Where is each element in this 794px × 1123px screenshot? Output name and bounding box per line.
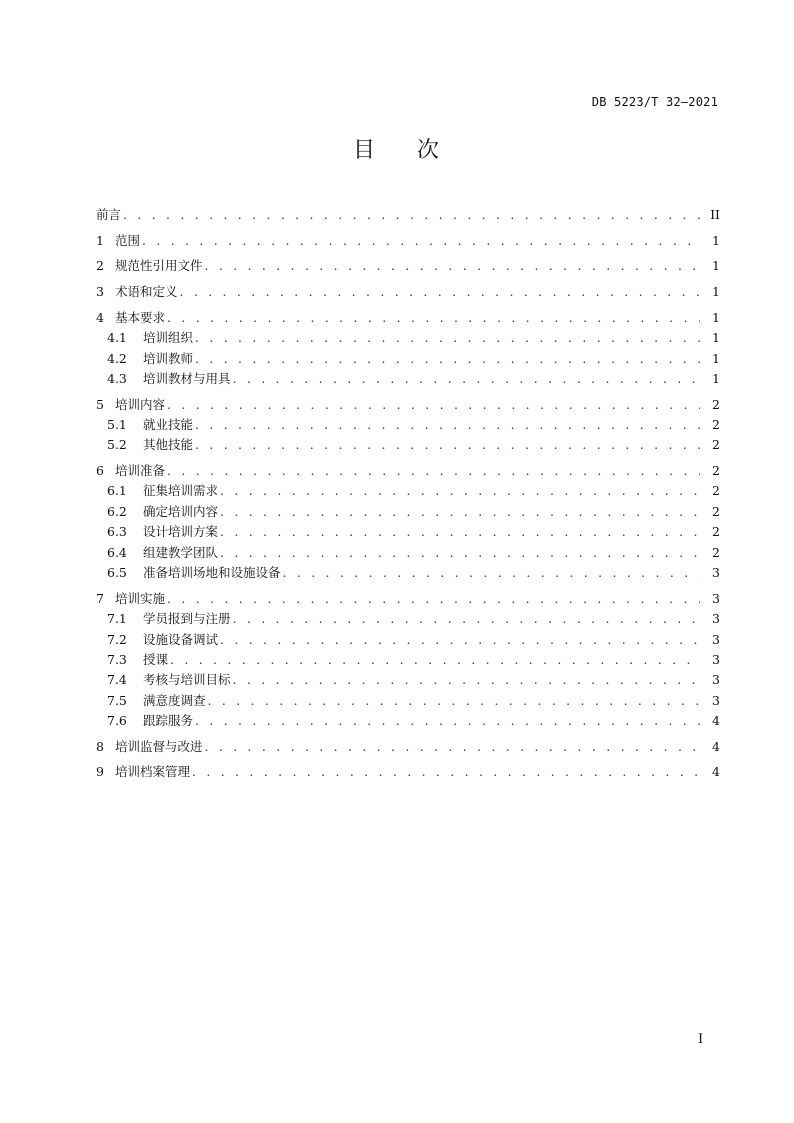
toc-entry-label: 满意度调查 [143, 692, 206, 708]
toc-entry-number: 6.4 [107, 544, 127, 560]
toc-entry[interactable] [96, 543, 720, 563]
toc-entry-page: 3 [712, 692, 720, 708]
dot-leader [233, 670, 700, 690]
toc-entry-number: 6.3 [107, 524, 127, 540]
toc-entry[interactable] [96, 691, 720, 711]
toc-entry-label: 规范性引用文件 [115, 258, 203, 274]
toc-entry-page: 1 [712, 350, 720, 366]
toc-entry[interactable] [96, 762, 720, 782]
toc-entry-label: 设施设备调试 [143, 631, 219, 647]
toc-entry-number: 8 [96, 738, 104, 754]
toc-entry-number: 6.1 [107, 483, 127, 499]
toc-entry-label: 准备培训场地和设施设备 [143, 565, 281, 581]
toc-entry-number: 1 [96, 232, 104, 248]
toc-entry-label: 术语和定义 [115, 284, 178, 300]
toc-entry-page: 4 [712, 713, 720, 729]
toc-entry-number: 7.1 [107, 611, 127, 627]
toc-entry-page: 2 [712, 503, 720, 519]
toc-entry[interactable] [96, 435, 720, 455]
toc-entry-page: 4 [712, 764, 720, 780]
toc-entry-number: 4.3 [107, 370, 127, 386]
toc-entry-page: 2 [712, 524, 720, 540]
dot-leader [205, 256, 700, 276]
dot-leader [123, 205, 700, 225]
toc-entry[interactable] [96, 737, 720, 757]
toc-entry-page: 2 [712, 396, 720, 412]
toc-entry-number: 5.1 [107, 417, 127, 432]
dot-leader [192, 762, 700, 782]
toc-entry-page: 3 [712, 631, 720, 647]
toc-entry[interactable] [96, 563, 720, 583]
toc-entry-page: 1 [712, 370, 720, 386]
toc-entry[interactable] [96, 589, 720, 609]
toc-entry-page: 4 [712, 738, 720, 754]
toc-entry[interactable] [96, 205, 720, 225]
toc-entry-number: 4.1 [107, 330, 127, 346]
dot-leader [167, 395, 700, 415]
dot-leader [233, 609, 700, 629]
dot-leader [233, 369, 700, 389]
toc-entry-page: 1 [712, 232, 720, 248]
toc-entry-label: 就业技能 [143, 417, 194, 432]
toc-entry-page: 3 [712, 672, 720, 688]
toc-entry-number: 5 [96, 396, 104, 412]
toc-entry-label: 培训内容 [115, 396, 166, 412]
toc-entry-page: 1 [712, 258, 720, 274]
toc-entry-page: 2 [712, 437, 720, 453]
toc-entry[interactable] [96, 670, 720, 690]
dot-leader [180, 282, 700, 302]
toc-entry-page: 1 [712, 284, 720, 300]
page-title [0, 133, 794, 164]
dot-leader [220, 502, 700, 522]
title-char-2: 次 [417, 138, 442, 163]
toc-entry[interactable] [96, 369, 720, 389]
toc-entry-label: 授课 [143, 651, 169, 667]
toc-entry[interactable] [96, 282, 720, 302]
toc-entry-label: 培训监督与改进 [115, 738, 203, 754]
toc-entry-number: 7 [96, 590, 104, 606]
toc-entry-number: 6.2 [107, 503, 127, 519]
toc-entry-label: 培训准备 [115, 463, 166, 479]
dot-leader [167, 308, 700, 328]
dot-leader [142, 231, 700, 251]
toc-entry-label: 基本要求 [115, 309, 166, 325]
toc-entry-label: 组建教学团队 [143, 544, 219, 560]
toc-entry-label: 设计培训方案 [143, 524, 219, 540]
toc-entry[interactable] [96, 711, 720, 731]
toc-entry[interactable] [96, 481, 720, 501]
toc-entry-number: 3 [96, 284, 104, 300]
dot-leader [220, 481, 700, 501]
toc-entry-number: 7.5 [107, 692, 127, 708]
page-number: I [698, 1032, 704, 1047]
dot-leader [205, 737, 700, 757]
toc-entry-label: 培训教师 [143, 350, 194, 366]
dot-leader [195, 328, 700, 348]
toc-entry[interactable] [96, 328, 720, 348]
toc-entry-number: 5.2 [107, 437, 127, 453]
toc-entry-label: 其他技能 [143, 437, 194, 453]
toc-entry-page: 3 [712, 590, 720, 606]
dot-leader [208, 691, 700, 711]
toc-entry-label: 前言 [96, 207, 122, 222]
toc-entry-page: 3 [712, 611, 720, 627]
toc-entry-page: 2 [712, 463, 720, 479]
toc-entry[interactable] [96, 609, 720, 629]
toc-entry[interactable] [96, 308, 720, 328]
toc-entry-label: 征集培训需求 [143, 483, 219, 499]
toc-entry-number: 7.4 [107, 672, 127, 688]
table-of-contents [96, 205, 720, 783]
toc-entry-number: 4.2 [107, 350, 127, 366]
toc-entry[interactable] [96, 461, 720, 481]
toc-entry[interactable] [96, 502, 720, 522]
toc-entry-page: 2 [712, 544, 720, 560]
toc-entry[interactable] [96, 522, 720, 542]
toc-entry-number: 2 [96, 258, 104, 274]
dot-leader [283, 563, 700, 583]
dot-leader [195, 349, 700, 369]
dot-leader [220, 543, 700, 563]
toc-entry-page: II [710, 207, 720, 222]
dot-leader [167, 461, 700, 481]
toc-entry-number: 6 [96, 463, 104, 479]
toc-entry-number: 4 [96, 309, 104, 325]
toc-entry-number: 7.3 [107, 651, 127, 667]
dot-leader [220, 630, 700, 650]
toc-entry[interactable] [96, 231, 720, 251]
toc-entry-page: 3 [712, 651, 720, 667]
toc-entry-label: 跟踪服务 [143, 713, 194, 729]
toc-entry-label: 范围 [115, 232, 141, 248]
toc-entry-label: 培训教材与用具 [143, 370, 231, 386]
toc-entry-label: 培训档案管理 [115, 764, 191, 780]
dot-leader [170, 650, 700, 670]
toc-entry-label: 考核与培训目标 [143, 672, 231, 688]
dot-leader [220, 522, 700, 542]
toc-entry-label: 培训组织 [143, 330, 194, 346]
toc-entry-number: 7.2 [107, 631, 127, 647]
toc-entry[interactable] [96, 256, 720, 276]
toc-entry[interactable] [96, 630, 720, 650]
toc-entry-page: 1 [712, 309, 720, 325]
toc-entry[interactable] [96, 415, 720, 435]
title-char-1: 目 [352, 138, 377, 163]
standard-code: DB 5223/T 32—2021 [591, 95, 718, 109]
toc-entry-number: 9 [96, 764, 104, 780]
toc-entry-page: 2 [712, 417, 720, 432]
dot-leader [167, 589, 700, 609]
toc-entry-page: 3 [712, 565, 720, 581]
toc-entry[interactable] [96, 395, 720, 415]
toc-entry[interactable] [96, 650, 720, 670]
dot-leader [195, 711, 700, 731]
dot-leader [195, 435, 700, 455]
toc-entry-label: 培训实施 [115, 590, 166, 606]
dot-leader [195, 415, 700, 435]
toc-entry-page: 1 [712, 330, 720, 346]
toc-entry-page: 2 [712, 483, 720, 499]
toc-entry-number: 7.6 [107, 713, 127, 729]
toc-entry-label: 学员报到与注册 [143, 611, 231, 627]
toc-entry-label: 确定培训内容 [143, 503, 219, 519]
toc-entry[interactable] [96, 349, 720, 369]
toc-entry-number: 6.5 [107, 565, 127, 581]
